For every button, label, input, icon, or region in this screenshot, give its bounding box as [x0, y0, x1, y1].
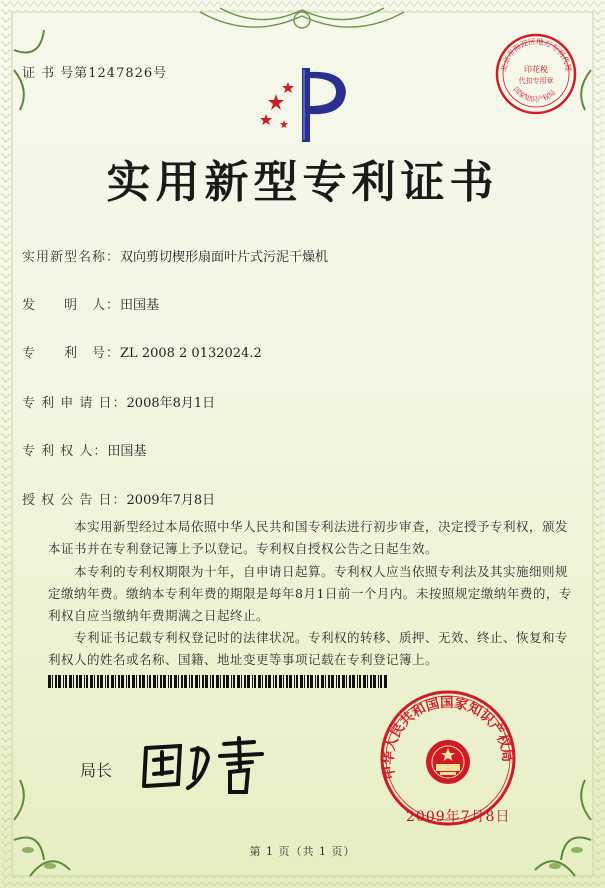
patentee-value: 田国基 [107, 444, 147, 459]
inventor-value: 田国基 [120, 298, 160, 313]
inventor-label: 发 明 人： [22, 298, 121, 313]
agency-stamp [494, 32, 578, 116]
application-date-field [22, 392, 215, 411]
paragraph-grant: 本实用新型经过本局依照中华人民共和国专利法进行初步审查，决定授予专利权，颁发本证书并在专利登记簿上予以登记。专利权自授权公告之日起生效。 [48, 519, 569, 556]
director-signature [136, 728, 276, 798]
patent-number-field [22, 342, 262, 361]
svg-text:中华人民共和国国家知识产权局: 中华人民共和国国家知识产权局 [380, 694, 516, 781]
director-label: 局长 [80, 761, 113, 780]
patent-office-logo [258, 64, 354, 146]
grant-date-field [22, 489, 215, 508]
application-date-label: 专 利 申 请 日： [22, 396, 127, 411]
barcode [48, 675, 388, 688]
utility-model-name-value: 双向剪切楔形扇面叶片式污泥干燥机 [120, 250, 329, 265]
svg-text:北京市海淀区地方专利代理: 北京市海淀区地方专利代理 [498, 36, 574, 73]
inventor-field [22, 294, 159, 313]
certificate-number: 证 书 号第1247826号 [22, 66, 168, 81]
application-date-value: 2008年8月1日 [126, 396, 216, 411]
paragraph-legal-status: 专利证书记载专利权登记时的法律状况。专利权的转移、质押、无效、终止、恢复和专利权人的姓名或名称、国籍、地址变更等事项记载在专利登记簿上。 [48, 630, 569, 667]
paragraph-term: 本专利的专利权期限为十年，自申请日起算。专利权人应当依照专利法及其实施细则规定缴纳年费。缴纳本专利年费的期限是每年8月1日前一个月内。未按照规定缴纳年费的，专利权自应当缴纳年费期满之日起终止。 [48, 564, 572, 623]
utility-model-name-label: 实用新型名称： [22, 250, 121, 265]
svg-text:印花税: 印花税 [524, 65, 548, 74]
page-number: 第 1 页（共 1 页） [249, 845, 356, 858]
patentee-label: 专 利 权 人： [22, 444, 108, 459]
grant-date-value: 2009年7月8日 [126, 493, 216, 508]
utility-model-name-field [22, 246, 328, 265]
svg-text:国家知识产权局: 国家知识产权局 [511, 85, 558, 104]
issue-date: 2009年7月8日 [406, 809, 511, 825]
patentee-field [22, 440, 146, 459]
svg-text:代扣专用章: 代扣专用章 [518, 77, 554, 85]
patent-number-value: ZL 2008 2 0132024.2 [120, 346, 262, 361]
patent-number-label: 专 利 号： [22, 346, 121, 361]
grant-date-label: 授 权 公 告 日： [22, 493, 127, 508]
certificate-title: 实用新型专利证书 [106, 157, 499, 208]
